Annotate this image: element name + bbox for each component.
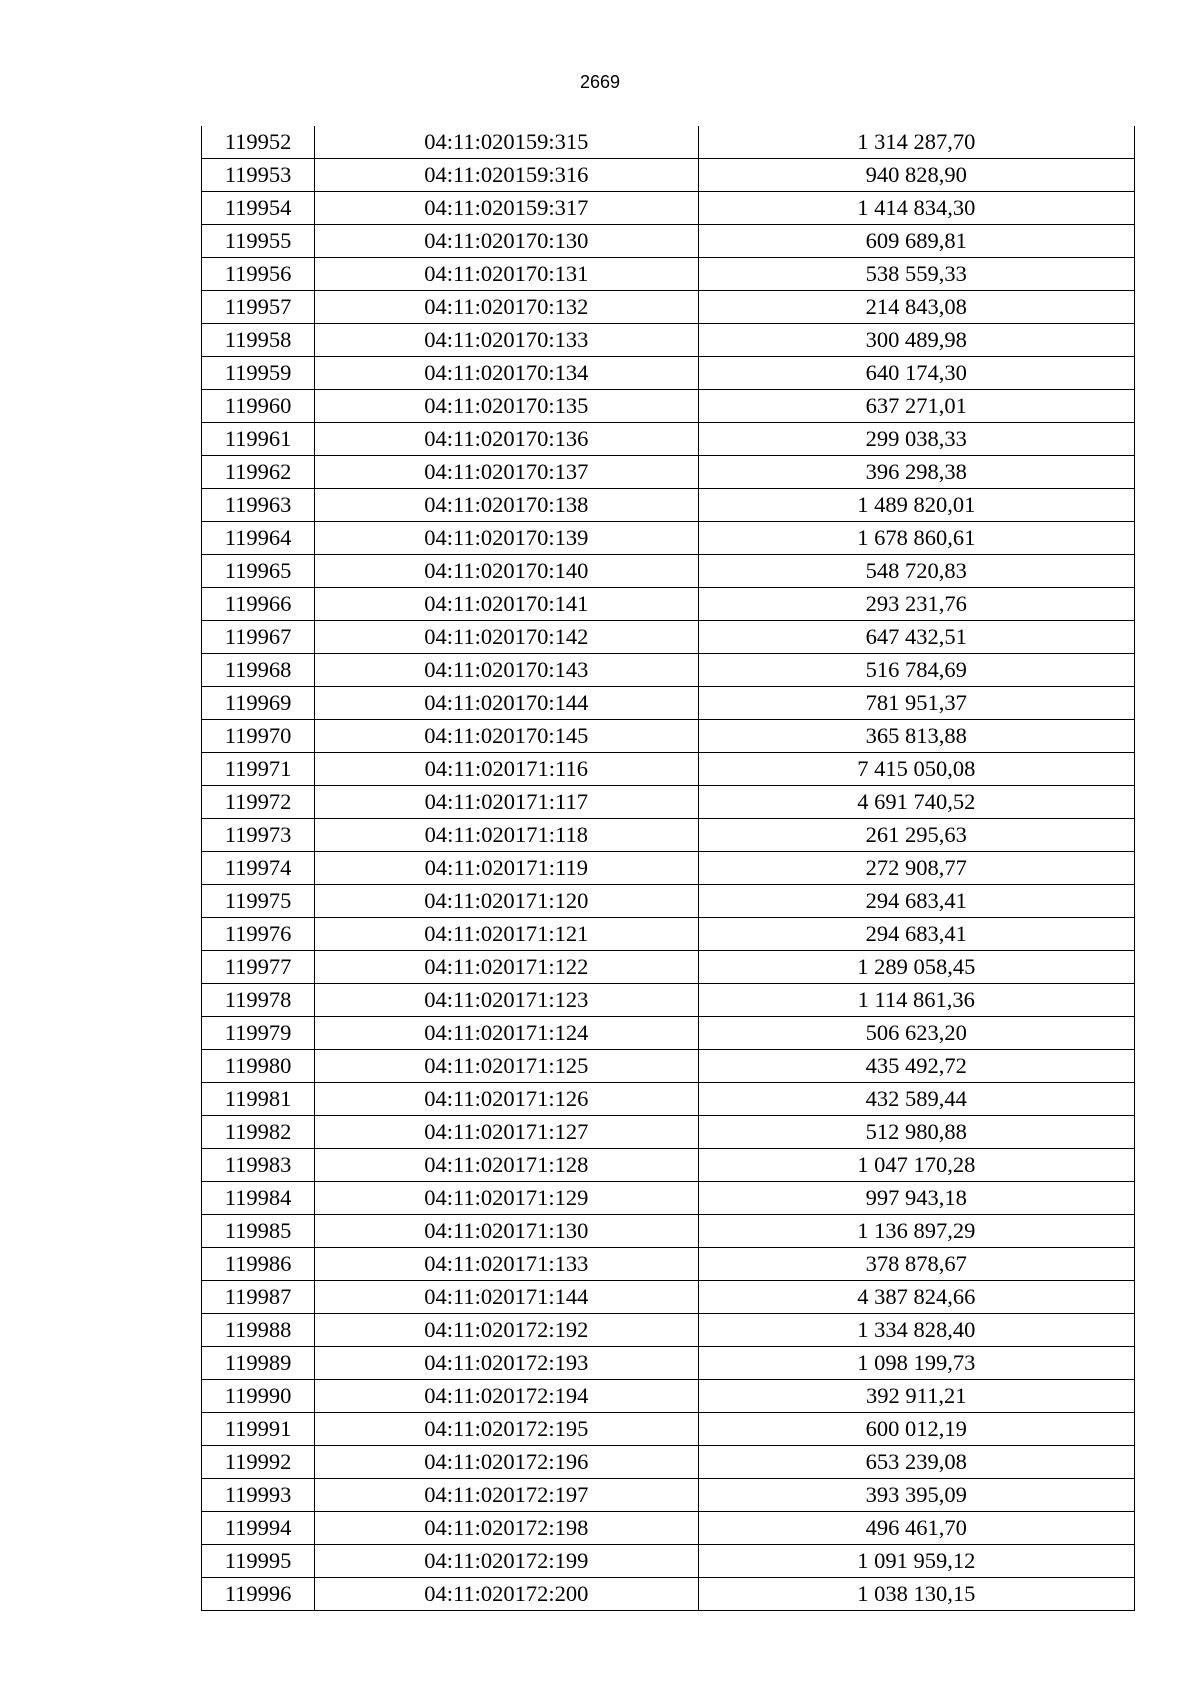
row-number-cell: 119967	[202, 621, 315, 654]
cadastral-number-cell: 04:11:020172:192	[315, 1314, 698, 1347]
cadastral-number-cell: 04:11:020171:120	[315, 885, 698, 918]
table-row	[202, 819, 1135, 852]
table-row	[202, 1182, 1135, 1215]
cadastral-number-cell: 04:11:020171:128	[315, 1149, 698, 1182]
table-row	[202, 984, 1135, 1017]
row-number-cell: 119956	[202, 258, 315, 291]
row-number-cell: 119966	[202, 588, 315, 621]
row-number-cell: 119954	[202, 192, 315, 225]
cadastral-number-cell: 04:11:020170:137	[315, 456, 698, 489]
table-row	[202, 390, 1135, 423]
cadastral-value-cell: 1 038 130,15	[698, 1578, 1134, 1611]
table-row	[202, 720, 1135, 753]
table-row	[202, 852, 1135, 885]
cadastral-number-cell: 04:11:020171:126	[315, 1083, 698, 1116]
cadastral-number-cell: 04:11:020170:132	[315, 291, 698, 324]
table-row	[202, 522, 1135, 555]
cadastral-number-cell: 04:11:020172:197	[315, 1479, 698, 1512]
table-row	[202, 918, 1135, 951]
page-number: 2669	[579, 72, 621, 92]
table-row	[202, 192, 1135, 225]
table-row	[202, 258, 1135, 291]
cadastral-value-cell: 506 623,20	[698, 1017, 1134, 1050]
cadastral-value-cell: 600 012,19	[698, 1413, 1134, 1446]
cadastral-number-cell: 04:11:020171:117	[315, 786, 698, 819]
cadastral-value-cell: 1 114 861,36	[698, 984, 1134, 1017]
cadastral-number-cell: 04:11:020170:141	[315, 588, 698, 621]
cadastral-number-cell: 04:11:020171:144	[315, 1281, 698, 1314]
cadastral-number-cell: 04:11:020171:133	[315, 1248, 698, 1281]
row-number-cell: 119962	[202, 456, 315, 489]
cadastral-value-cell: 1 098 199,73	[698, 1347, 1134, 1380]
row-number-cell: 119974	[202, 852, 315, 885]
row-number-cell: 119977	[202, 951, 315, 984]
cadastral-value-cell: 1 047 170,28	[698, 1149, 1134, 1182]
table-row	[202, 1083, 1135, 1116]
table-row	[202, 786, 1135, 819]
table-row	[202, 324, 1135, 357]
table-row	[202, 1347, 1135, 1380]
cadastral-number-cell: 04:11:020170:131	[315, 258, 698, 291]
cadastral-value-cell: 7 415 050,08	[698, 753, 1134, 786]
cadastral-value-cell: 4 691 740,52	[698, 786, 1134, 819]
cadastral-value-cell: 294 683,41	[698, 885, 1134, 918]
cadastral-value-cell: 261 295,63	[698, 819, 1134, 852]
row-number-cell: 119959	[202, 357, 315, 390]
cadastral-number-cell: 04:11:020170:133	[315, 324, 698, 357]
cadastral-number-cell: 04:11:020171:121	[315, 918, 698, 951]
table-row	[202, 588, 1135, 621]
row-number-cell: 119985	[202, 1215, 315, 1248]
cadastral-number-cell: 04:11:020171:124	[315, 1017, 698, 1050]
cadastral-number-cell: 04:11:020172:200	[315, 1578, 698, 1611]
cadastral-value-cell: 396 298,38	[698, 456, 1134, 489]
row-number-cell: 119988	[202, 1314, 315, 1347]
row-number-cell: 119995	[202, 1545, 315, 1578]
table-row	[202, 159, 1135, 192]
row-number-cell: 119990	[202, 1380, 315, 1413]
row-number-cell: 119992	[202, 1446, 315, 1479]
row-number-cell: 119981	[202, 1083, 315, 1116]
row-number-cell: 119958	[202, 324, 315, 357]
table-row	[202, 1116, 1135, 1149]
cadastral-value-cell: 293 231,76	[698, 588, 1134, 621]
cadastral-value-cell: 432 589,44	[698, 1083, 1134, 1116]
row-number-cell: 119963	[202, 489, 315, 522]
table-row	[202, 1314, 1135, 1347]
row-number-cell: 119973	[202, 819, 315, 852]
row-number-cell: 119968	[202, 654, 315, 687]
row-number-cell: 119972	[202, 786, 315, 819]
row-number-cell: 119971	[202, 753, 315, 786]
cadastral-value-cell: 300 489,98	[698, 324, 1134, 357]
cadastral-number-cell: 04:11:020171:116	[315, 753, 698, 786]
table-row	[202, 225, 1135, 258]
cadastral-number-cell: 04:11:020171:129	[315, 1182, 698, 1215]
table-row	[202, 1050, 1135, 1083]
cadastral-value-cell: 1 489 820,01	[698, 489, 1134, 522]
cadastral-number-cell: 04:11:020171:122	[315, 951, 698, 984]
row-number-cell: 119984	[202, 1182, 315, 1215]
cadastral-value-cell: 435 492,72	[698, 1050, 1134, 1083]
cadastral-number-cell: 04:11:020170:140	[315, 555, 698, 588]
table-row	[202, 753, 1135, 786]
cadastral-number-cell: 04:11:020170:143	[315, 654, 698, 687]
cadastral-value-cell: 272 908,77	[698, 852, 1134, 885]
cadastral-number-cell: 04:11:020159:315	[315, 126, 698, 159]
cadastral-value-cell: 1 289 058,45	[698, 951, 1134, 984]
cadastral-value-cell: 512 980,88	[698, 1116, 1134, 1149]
table-row	[202, 357, 1135, 390]
cadastral-value-cell: 378 878,67	[698, 1248, 1134, 1281]
cadastral-number-cell: 04:11:020159:317	[315, 192, 698, 225]
table-row	[202, 1017, 1135, 1050]
cadastral-number-cell: 04:11:020172:196	[315, 1446, 698, 1479]
cadastral-value-cell: 496 461,70	[698, 1512, 1134, 1545]
cadastral-number-cell: 04:11:020170:135	[315, 390, 698, 423]
cadastral-value-cell: 653 239,08	[698, 1446, 1134, 1479]
row-number-cell: 119975	[202, 885, 315, 918]
table-row	[202, 1446, 1135, 1479]
cadastral-number-cell: 04:11:020171:118	[315, 819, 698, 852]
row-number-cell: 119986	[202, 1248, 315, 1281]
table-row	[202, 654, 1135, 687]
row-number-cell: 119993	[202, 1479, 315, 1512]
row-number-cell: 119987	[202, 1281, 315, 1314]
cadastral-value-cell: 940 828,90	[698, 159, 1134, 192]
cadastral-number-cell: 04:11:020171:119	[315, 852, 698, 885]
table-row	[202, 1512, 1135, 1545]
table-row	[202, 126, 1135, 159]
row-number-cell: 119976	[202, 918, 315, 951]
row-number-cell: 119979	[202, 1017, 315, 1050]
row-number-cell: 119983	[202, 1149, 315, 1182]
row-number-cell: 119980	[202, 1050, 315, 1083]
cadastral-value-cell: 294 683,41	[698, 918, 1134, 951]
cadastral-number-cell: 04:11:020170:130	[315, 225, 698, 258]
table-row	[202, 1413, 1135, 1446]
cadastral-value-cell: 1 136 897,29	[698, 1215, 1134, 1248]
cadastral-number-cell: 04:11:020171:127	[315, 1116, 698, 1149]
cadastral-value-cell: 548 720,83	[698, 555, 1134, 588]
cadastral-value-cell: 997 943,18	[698, 1182, 1134, 1215]
table-row	[202, 555, 1135, 588]
row-number-cell: 119989	[202, 1347, 315, 1380]
cadastral-value-cell: 1 678 860,61	[698, 522, 1134, 555]
cadastral-number-cell: 04:11:020170:138	[315, 489, 698, 522]
cadastral-number-cell: 04:11:020170:134	[315, 357, 698, 390]
row-number-cell: 119964	[202, 522, 315, 555]
cadastral-value-cell: 365 813,88	[698, 720, 1134, 753]
table-row	[202, 1149, 1135, 1182]
cadastral-value-cell: 4 387 824,66	[698, 1281, 1134, 1314]
row-number-cell: 119991	[202, 1413, 315, 1446]
cadastral-value-cell: 538 559,33	[698, 258, 1134, 291]
cadastral-number-cell: 04:11:020171:130	[315, 1215, 698, 1248]
table-body	[202, 126, 1135, 1611]
table-row	[202, 1578, 1135, 1611]
cadastral-number-cell: 04:11:020170:139	[315, 522, 698, 555]
cadastral-number-cell: 04:11:020159:316	[315, 159, 698, 192]
row-number-cell: 119996	[202, 1578, 315, 1611]
table-row	[202, 1479, 1135, 1512]
row-number-cell: 119969	[202, 687, 315, 720]
cadastral-number-cell: 04:11:020170:144	[315, 687, 698, 720]
row-number-cell: 119970	[202, 720, 315, 753]
row-number-cell: 119957	[202, 291, 315, 324]
row-number-cell: 119953	[202, 159, 315, 192]
table-row	[202, 885, 1135, 918]
row-number-cell: 119978	[202, 984, 315, 1017]
row-number-cell: 119961	[202, 423, 315, 456]
cadastral-value-cell: 1 091 959,12	[698, 1545, 1134, 1578]
row-number-cell: 119955	[202, 225, 315, 258]
cadastral-number-cell: 04:11:020172:193	[315, 1347, 698, 1380]
row-number-cell: 119960	[202, 390, 315, 423]
cadastral-value-cell: 637 271,01	[698, 390, 1134, 423]
cadastral-number-cell: 04:11:020172:199	[315, 1545, 698, 1578]
cadastral-number-cell: 04:11:020172:194	[315, 1380, 698, 1413]
cadastral-number-cell: 04:11:020170:145	[315, 720, 698, 753]
row-number-cell: 119994	[202, 1512, 315, 1545]
cadastral-value-cell: 1 334 828,40	[698, 1314, 1134, 1347]
row-number-cell: 119965	[202, 555, 315, 588]
cadastral-number-cell: 04:11:020170:142	[315, 621, 698, 654]
cadastral-number-cell: 04:11:020172:198	[315, 1512, 698, 1545]
cadastral-value-cell: 609 689,81	[698, 225, 1134, 258]
cadastral-value-cell: 1 314 287,70	[698, 126, 1134, 159]
table-row	[202, 423, 1135, 456]
table-row	[202, 1281, 1135, 1314]
cadastral-value-cell: 299 038,33	[698, 423, 1134, 456]
table-row	[202, 687, 1135, 720]
cadastral-number-cell: 04:11:020171:125	[315, 1050, 698, 1083]
table-row	[202, 1248, 1135, 1281]
cadastral-value-cell: 781 951,37	[698, 687, 1134, 720]
cadastral-value-table	[201, 126, 1135, 1611]
table-row	[202, 951, 1135, 984]
cadastral-number-cell: 04:11:020172:195	[315, 1413, 698, 1446]
cadastral-number-cell: 04:11:020171:123	[315, 984, 698, 1017]
cadastral-value-cell: 647 432,51	[698, 621, 1134, 654]
table-row	[202, 1215, 1135, 1248]
cadastral-value-cell: 1 414 834,30	[698, 192, 1134, 225]
cadastral-value-cell: 640 174,30	[698, 357, 1134, 390]
cadastral-number-cell: 04:11:020170:136	[315, 423, 698, 456]
table-row	[202, 1380, 1135, 1413]
row-number-cell: 119952	[202, 126, 315, 159]
cadastral-value-cell: 516 784,69	[698, 654, 1134, 687]
cadastral-value-cell: 392 911,21	[698, 1380, 1134, 1413]
table-row	[202, 291, 1135, 324]
table-row	[202, 456, 1135, 489]
table-row	[202, 489, 1135, 522]
cadastral-value-cell: 214 843,08	[698, 291, 1134, 324]
row-number-cell: 119982	[202, 1116, 315, 1149]
table-row	[202, 621, 1135, 654]
cadastral-value-cell: 393 395,09	[698, 1479, 1134, 1512]
table-row	[202, 1545, 1135, 1578]
